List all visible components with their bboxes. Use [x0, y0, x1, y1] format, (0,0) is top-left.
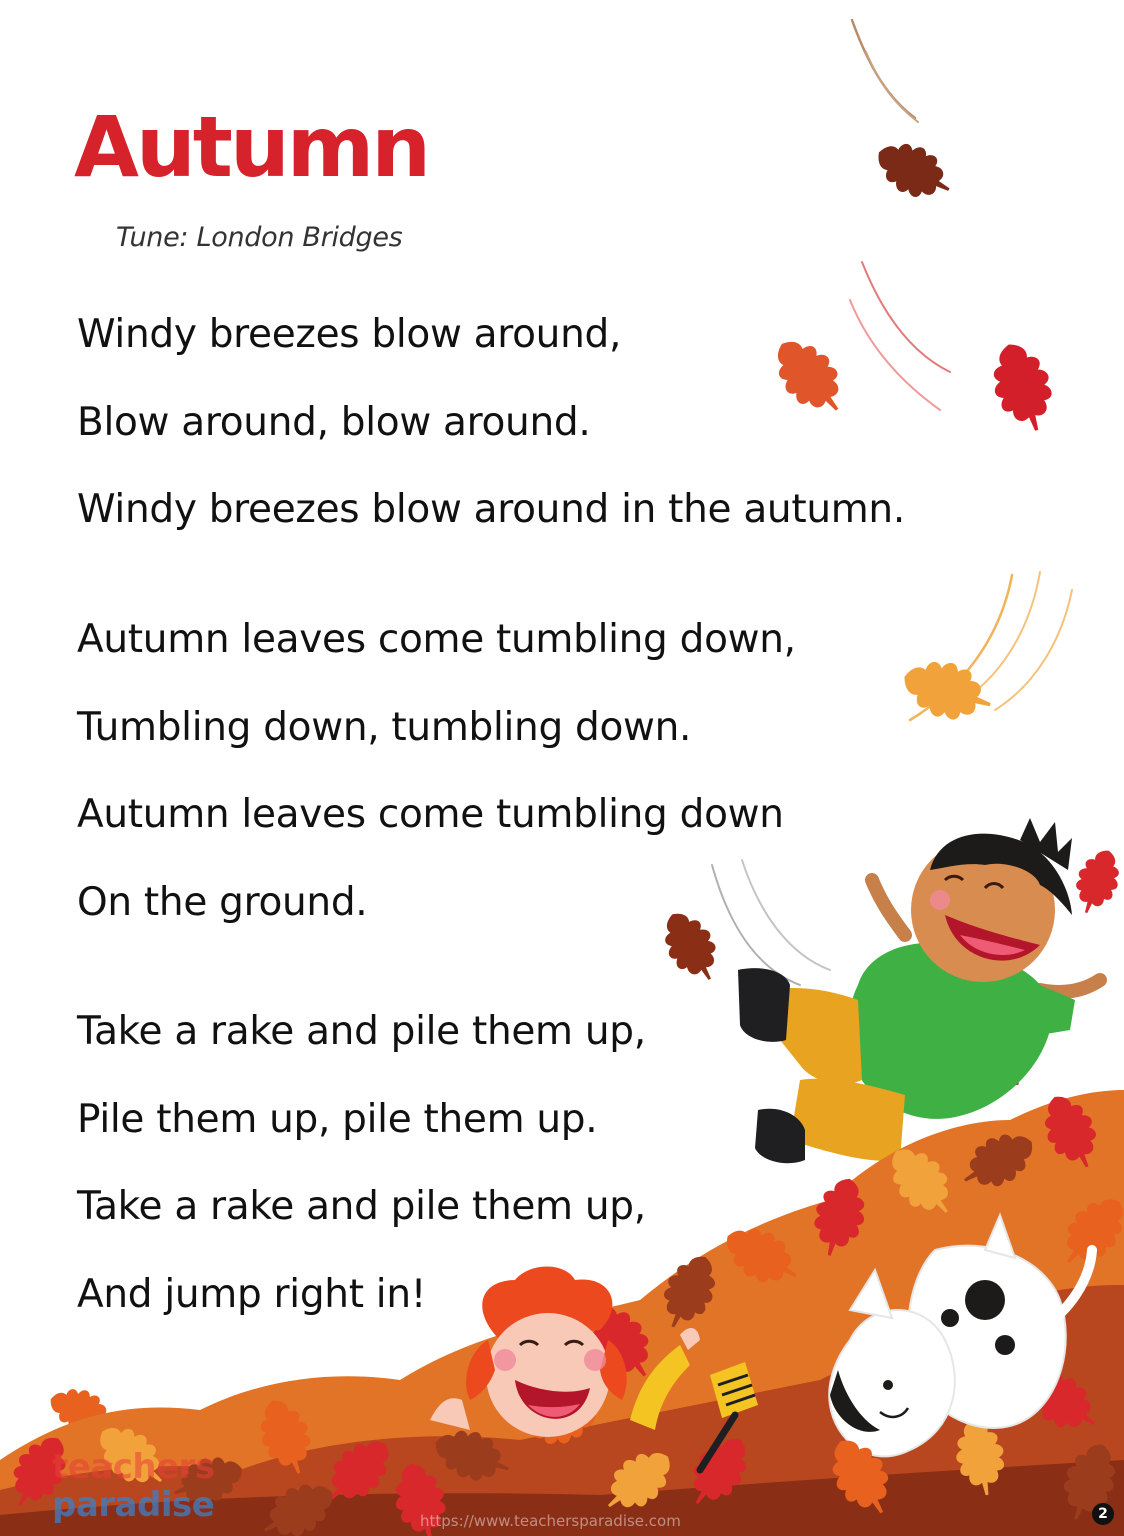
brand-logo: [52, 1448, 215, 1524]
falling-leaf-icon: [982, 336, 1063, 439]
brand-line-2: paradise: [52, 1485, 215, 1525]
poem-line: Pile them up, pile them up.: [77, 1096, 598, 1142]
poem-line: Take a rake and pile them up,: [77, 1009, 646, 1054]
poem-line: Windy breezes blow around in the autumn.: [77, 487, 905, 532]
poem-line: Blow around, blow around.: [77, 399, 591, 445]
poem-line: On the ground.: [77, 879, 368, 925]
poem-line: Tumbling down, tumbling down.: [77, 704, 692, 750]
watermark-url: https://www.teachersparadise.com: [420, 1512, 681, 1530]
poem-line: Autumn leaves come tumbling down: [77, 792, 784, 837]
poem-line: And jump right in!: [77, 1271, 427, 1317]
page-number-badge: 2: [1092, 1503, 1114, 1525]
poem-title: Autumn: [74, 98, 429, 196]
falling-leaf-icon: [1067, 844, 1124, 920]
poem-line: Autumn leaves come tumbling down,: [77, 617, 796, 662]
tune-subtitle: Tune: London Bridges: [116, 222, 403, 253]
brand-line-1: teachers: [52, 1447, 215, 1487]
falling-leaf-icon: [867, 131, 960, 211]
poem-line: Windy breezes blow around,: [77, 312, 622, 357]
stanza-1: [77, 291, 905, 554]
stanza-2: [77, 596, 796, 946]
stanza-3: [77, 988, 646, 1338]
poem-line: Take a rake and pile them up,: [77, 1184, 646, 1229]
